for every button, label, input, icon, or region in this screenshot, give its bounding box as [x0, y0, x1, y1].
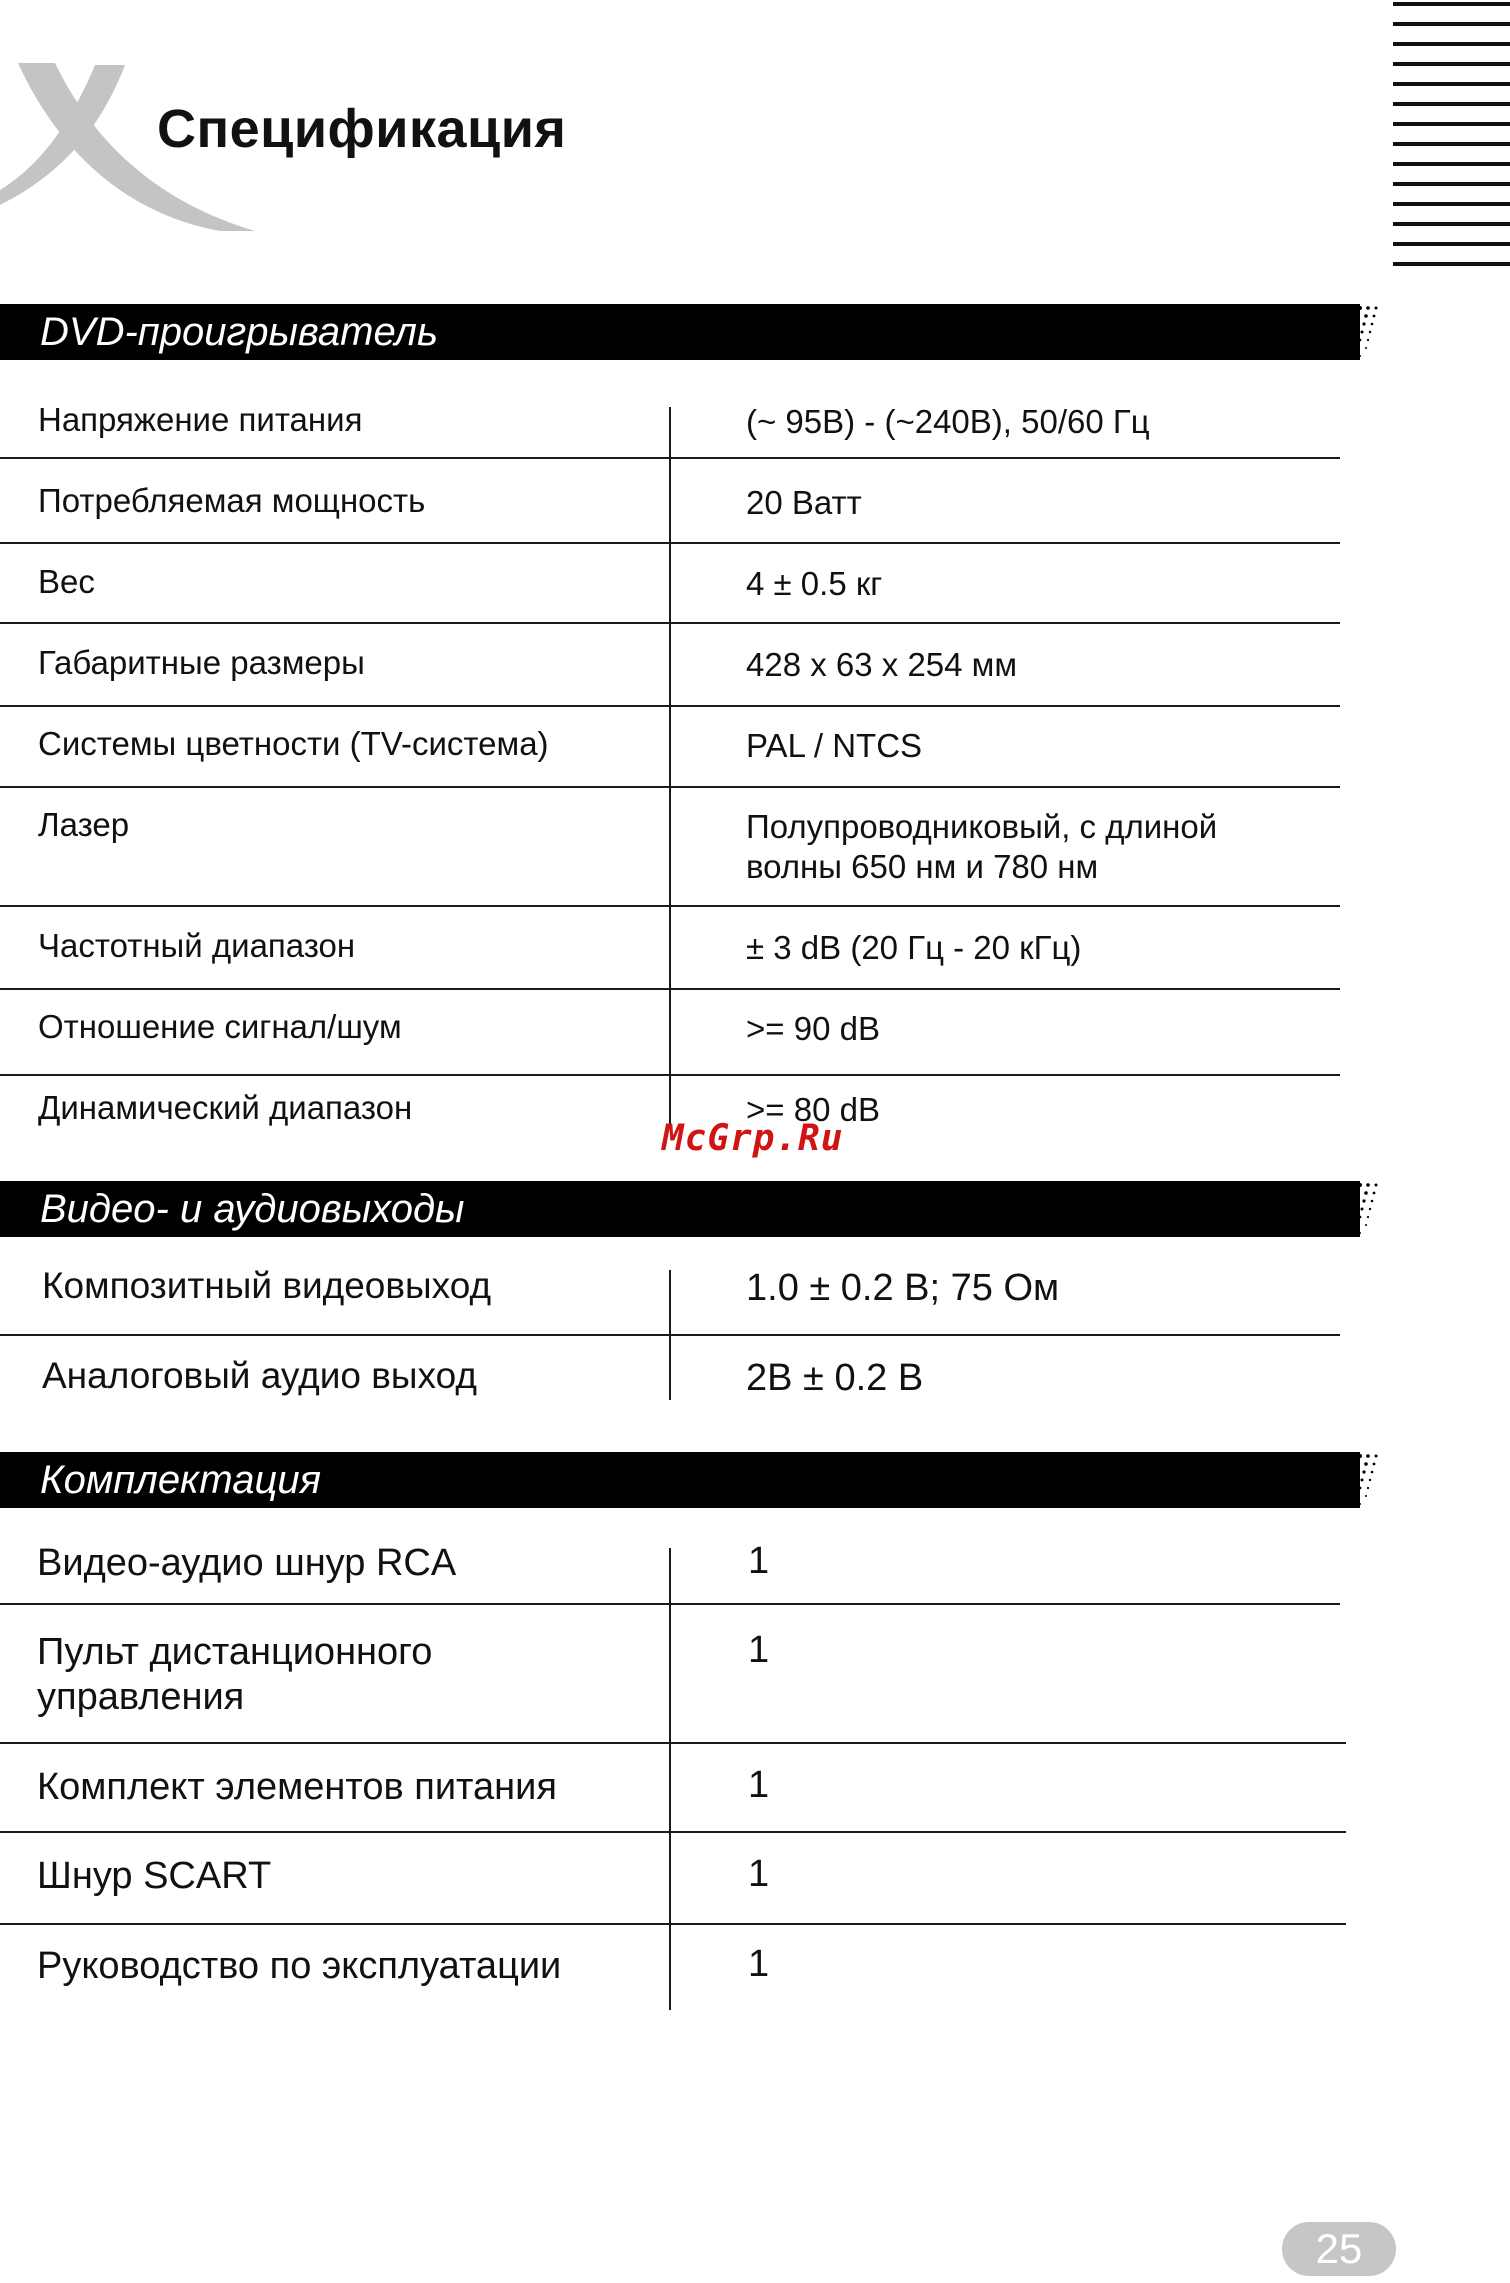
- kit-item-label: Комплект элементов питания: [37, 1766, 557, 1808]
- row-divider: [0, 786, 1340, 788]
- section-bar-kit: [0, 1452, 1360, 1508]
- section-title-kit: Комплектация: [40, 1458, 321, 1502]
- decorative-stripes: [1393, 0, 1510, 276]
- kit-item-qty: 1: [748, 1629, 770, 1671]
- kit-item-label: Видео-аудио шнур RCA: [37, 1542, 457, 1584]
- row-divider: [0, 1742, 1346, 1744]
- row-divider: [0, 622, 1340, 624]
- spec-label: Габаритные размеры: [38, 644, 365, 681]
- row-divider: [0, 457, 1340, 459]
- row-divider: [0, 1074, 1340, 1076]
- spec-value: 2В ± 0.2 В: [746, 1357, 924, 1399]
- kit-item-qty: 1: [748, 1943, 770, 1985]
- spec-value: 1.0 ± 0.2 В; 75 Ом: [746, 1267, 1060, 1309]
- column-divider: [669, 407, 671, 1127]
- spec-value: ± 3 dB (20 Гц - 20 кГц): [746, 929, 1082, 966]
- spec-label: Лазер: [38, 806, 130, 843]
- spec-value: (~ 95В) - (~240В), 50/60 Гц: [746, 403, 1150, 440]
- row-divider: [0, 542, 1340, 544]
- spec-label: Отношение сигнал/шум: [38, 1008, 402, 1045]
- column-divider: [669, 1548, 671, 2010]
- spec-value: 4 ± 0.5 кг: [746, 565, 883, 602]
- watermark: McGrp.Ru: [662, 1118, 844, 1159]
- row-divider: [0, 1334, 1340, 1336]
- spec-label: Системы цветности (TV-система): [38, 725, 549, 762]
- spec-label: Композитный видеовыход: [42, 1265, 492, 1306]
- spec-label: Потребляемая мощность: [38, 482, 426, 519]
- section-title-av: Видео- и аудиовыходы: [40, 1187, 465, 1231]
- kit-item-qty: 1: [748, 1853, 770, 1895]
- page-number: 25: [1282, 2222, 1396, 2276]
- row-divider: [0, 1603, 1340, 1605]
- row-divider: [0, 905, 1340, 907]
- row-divider: [0, 1923, 1346, 1925]
- halftone-dots-icon: [1340, 1181, 1420, 1237]
- spec-label: Динамический диапазон: [38, 1089, 413, 1126]
- kit-item-label: Руководство по эксплуатации: [37, 1945, 562, 1987]
- row-divider: [0, 988, 1340, 990]
- spec-label: Частотный диапазон: [38, 927, 356, 964]
- section-title-dvd: DVD-проигрыватель: [40, 310, 439, 354]
- kit-item-qty: 1: [748, 1540, 770, 1582]
- spec-value: 428 x 63 x 254 мм: [746, 646, 1018, 683]
- spec-label: Аналоговый аудио выход: [42, 1355, 477, 1396]
- halftone-dots-icon: [1340, 1452, 1420, 1508]
- spec-value: PAL / NTCS: [746, 727, 923, 764]
- spec-value: Полупроводниковый, с длиной волны 650 нм и 780 нм: [746, 808, 1218, 885]
- kit-item-label: Шнур SCART: [37, 1855, 272, 1897]
- section-bar-av: [0, 1181, 1360, 1237]
- halftone-dots-icon: [1340, 304, 1420, 360]
- spec-value: 20 Ватт: [746, 484, 862, 521]
- spec-label: Напряжение питания: [38, 401, 363, 438]
- kit-item-label: Пульт дистанционного управления: [37, 1631, 433, 1718]
- row-divider: [0, 705, 1340, 707]
- spec-label: Вес: [38, 563, 95, 600]
- spec-value: >= 80 dB: [746, 1091, 880, 1128]
- section-bar-dvd: [0, 304, 1360, 360]
- kit-item-qty: 1: [748, 1764, 770, 1806]
- page-title: Спецификация: [157, 99, 567, 159]
- spec-value: >= 90 dB: [746, 1010, 880, 1047]
- row-divider: [0, 1831, 1346, 1833]
